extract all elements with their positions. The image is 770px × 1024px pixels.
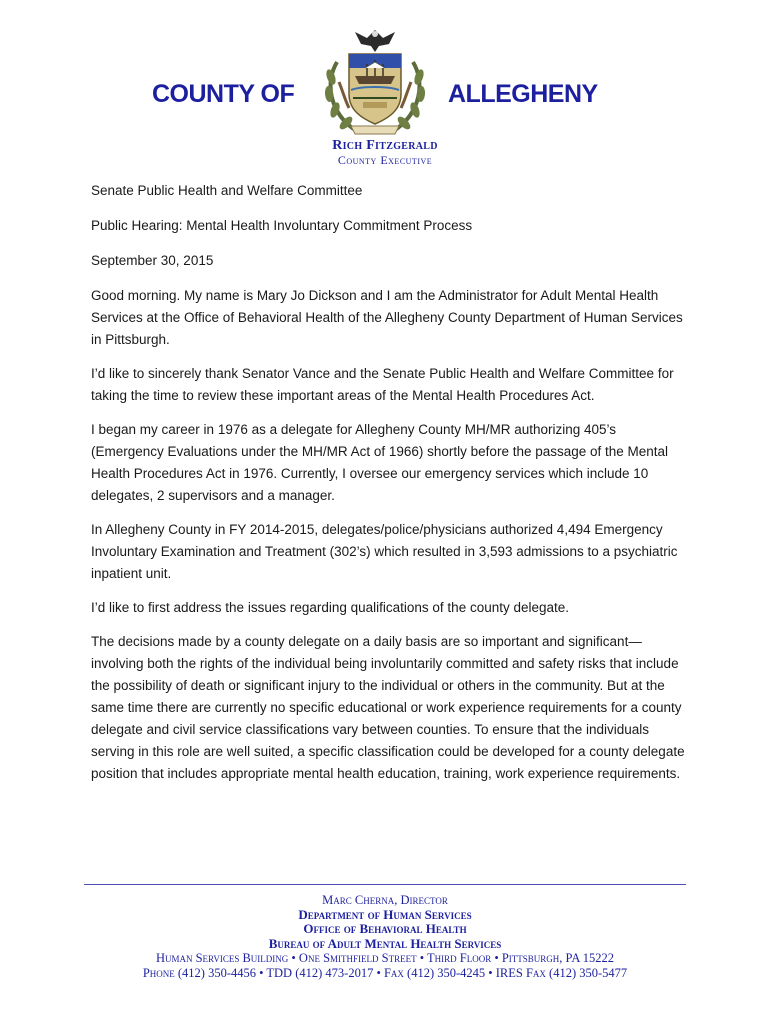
committee-name: Senate Public Health and Welfare Committee [91,183,363,198]
county-seal-icon [315,22,435,142]
county-name-right: ALLEGHENY [448,80,598,108]
footer-office: Office of Behavioral Health [303,921,467,936]
paragraph-qualifications: I’d like to first address the issues regarding qualifications of the county delegate. [91,600,570,615]
footer-department: Department of Human Services [298,906,472,922]
letter-date: September 30, 2015 [91,253,214,268]
paragraph-decisions: The decisions made by a county delegate on a daily basis are so important and significant—involving both the rights of the individual being involuntarily committed and safety risks that include the possibility of death or significant injury to the individual or others in the community. But at the same time there are currently no specific educational or work experience requirements for a county delegate and civil service classifications vary between counties. To ensure that the individuals serving in this role are well suited, a specific classification could be developed for a county delegate position that includes appropriate mental health education, training, work experience requirements. [91,634,685,781]
footer-phones: Phone (412) 350-4456 • TDD (412) 473-2017 • Fax (412) 350-4245 • IRES Fax (412) 350-5477 [142,965,628,980]
executive-name: Rich Fitzgerald [332,138,438,153]
paragraph-career: I began my career in 1976 as a delegate for Allegheny County MH/MR authorizing 405’s (Emergency Evaluations under the MH/MR Act of 1966) shortly before the passage of the Mental Health Procedures Act in 1976. Currently, I oversee our emergency services which include 10 delegates, 2 supervisors and a manager. [91,422,669,503]
executive-title: County Executive [337,153,433,167]
footer-bureau: Bureau of Adult Mental Health Services [268,935,502,951]
footer-address: Human Services Building • One Smithfield Street • Third Floor • Pittsburgh, PA 15222 [155,951,615,965]
footer-divider [84,884,686,885]
county-name-left: COUNTY OF [152,80,295,108]
paragraph-statistics: In Allegheny County in FY 2014-2015, delegates/police/physicians authorized 4,494 Emergency Involuntary Examination and Treatment (302’s) which resulted in 3,593 admissions to a psychiatric inpatient unit. [91,522,678,581]
paragraph-intro: Good morning. My name is Mary Jo Dickson and I am the Administrator for Adult Mental Health Services at the Office of Behavioral Health of the Allegheny County Department of Human Services in Pittsburgh. [91,288,683,347]
footer-director: Marc Cherna, Director [322,893,448,907]
letterhead [0,0,770,175]
paragraph-thanks: I’d like to sincerely thank Senator Vance and the Senate Public Health and Welfare Committee for taking the time to review these important areas of the Mental Health Procedures Act. [91,366,674,403]
letter-body [91,180,691,797]
hearing-title: Public Hearing: Mental Health Involuntary Commitment Process [91,218,473,233]
footer [0,893,770,980]
